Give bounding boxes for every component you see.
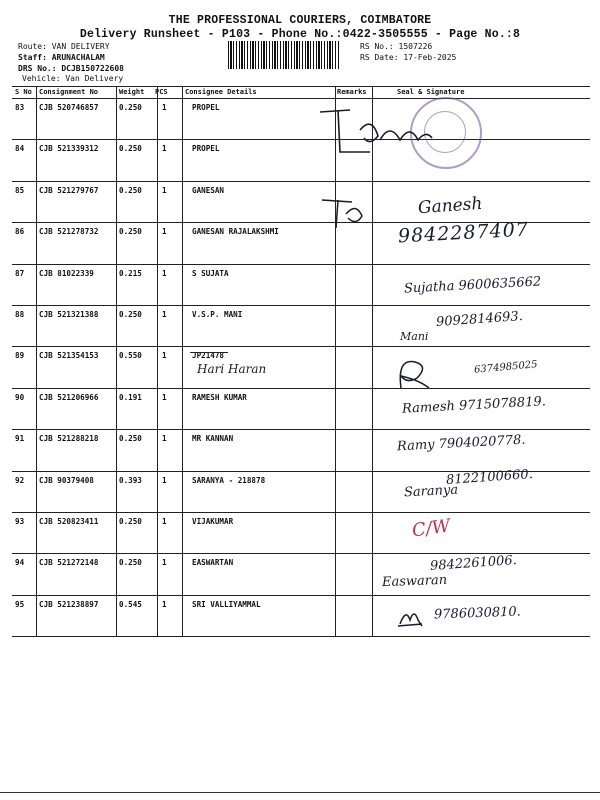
cell-pcs: 1 (162, 558, 167, 568)
document-subtitle: Delivery Runsheet - P103 - Phone No.:0422-3505555 - Page No.:8 (79, 28, 521, 41)
col-header-pcs: PCS (155, 88, 168, 96)
cell-weight: 0.393 (119, 475, 142, 485)
cell-consignee: S SUJATA (192, 268, 229, 278)
cell-pcs: 1 (162, 268, 167, 278)
cell-consignment: CJB 520823411 (39, 517, 99, 526)
handwriting-saranya-name: Saranya (403, 482, 459, 501)
cell-sno: 91 (15, 434, 25, 444)
cell-sno: 87 (15, 268, 25, 278)
cell-sno: 90 (15, 392, 25, 402)
strikethrough-mark (190, 352, 228, 353)
cell-consignment: CJB 521206966 (39, 392, 99, 402)
row-divider (12, 181, 590, 182)
cell-weight: 0.215 (119, 268, 142, 278)
row-divider (12, 636, 590, 637)
cell-sno: 85 (15, 185, 25, 195)
document-title: THE PROFESSIONAL COURIERS, COIMBATORE (168, 14, 432, 27)
cell-consignee: RAMESH KUMAR (192, 392, 247, 402)
handwriting-mani-phone: 9092814693. (435, 308, 524, 331)
cell-sno: 94 (15, 558, 25, 568)
col-header-seal-signature: Seal & Signature (397, 88, 465, 96)
handwriting-ganesan-phone: 9842287407 (397, 218, 530, 248)
cell-consignment: CJB 521339312 (39, 144, 99, 154)
handwriting-valliyammal-phone: 9786030810. (433, 604, 522, 623)
handwriting-ramesh: Ramesh 9715078819. (401, 394, 547, 417)
cell-consignee: V.S.P. MANI (192, 310, 243, 319)
row-divider (12, 595, 590, 596)
cell-consignee: VIJAKUMAR (192, 517, 234, 526)
cell-pcs: 1 (162, 310, 167, 319)
cell-weight: 0.250 (119, 103, 142, 112)
handwriting-sujata: Sujatha 9600635662 (403, 274, 542, 297)
signature-ganesan (318, 192, 378, 232)
rs-date: RS Date: 17-Feb-2025 (360, 53, 457, 62)
cell-pcs: 1 (162, 517, 167, 526)
signature-propel (310, 100, 450, 160)
cell-consignee: PROPEL (192, 103, 220, 112)
cell-consignment: CJB 90379408 (39, 475, 94, 485)
cell-pcs: 1 (162, 434, 167, 444)
col-header-remarks: Remarks (337, 88, 367, 96)
page-bottom-border (0, 792, 600, 793)
cell-sno: 83 (15, 103, 25, 112)
handwriting-cw-remark: C/W (410, 515, 452, 542)
cell-sno: 84 (15, 144, 25, 154)
cell-consignee: MR KANNAN (192, 434, 234, 444)
handwriting-hariharan-name: Hari Haran (197, 362, 267, 376)
row-divider (12, 305, 590, 306)
cell-consignment: CJB 520746857 (39, 103, 99, 112)
cell-consignee: SRI VALLIYAMMAL (192, 599, 261, 609)
col-header-consignment: Consignment No (39, 88, 99, 96)
cell-weight: 0.191 (119, 392, 142, 402)
cell-pcs: 1 (162, 103, 167, 112)
cell-consignee: GANESAN RAJALAKSHMI (192, 227, 279, 237)
vehicle-label: Vehicle: Van Delivery (22, 74, 124, 83)
staff-label: Staff: ARUNACHALAM (18, 53, 105, 62)
cell-sno: 89 (15, 351, 25, 361)
signature-valliyammal (396, 604, 426, 630)
cell-consignment: CJB 521288218 (39, 434, 99, 444)
cell-weight: 0.545 (119, 599, 142, 609)
rs-number: RS No.: 1507226 (360, 42, 433, 51)
cell-weight: 0.250 (119, 434, 142, 444)
row-divider (12, 346, 590, 347)
cell-pcs: 1 (162, 144, 167, 154)
cell-weight: 0.250 (119, 144, 142, 154)
row-divider (12, 139, 590, 140)
handwriting-mani-name: Mani (400, 330, 429, 343)
route-label: Route: VAN DELIVERY (18, 42, 110, 51)
handwriting-ganesan-name: Ganesh (417, 193, 484, 219)
cell-consignment: CJB 521321388 (39, 310, 99, 319)
row-divider (12, 388, 590, 389)
col-header-consignee: Consignee Details (185, 88, 257, 96)
cell-sno: 95 (15, 599, 25, 609)
barcode (228, 41, 340, 69)
cell-weight: 0.250 (119, 185, 142, 195)
cell-consignment: CJB 521278732 (39, 227, 99, 237)
cell-weight: 0.550 (119, 351, 142, 361)
handwriting-saranya-phone: 8122100660. (445, 466, 534, 489)
cell-consignee: GANESAN (192, 185, 225, 195)
cell-pcs: 1 (162, 185, 167, 195)
cell-pcs: 1 (162, 475, 167, 485)
cell-consignment: CJB 521354153 (39, 351, 99, 361)
handwriting-easwaran-phone: 9842261006. (429, 552, 518, 575)
cell-weight: 0.250 (119, 310, 142, 319)
cell-pcs: 1 (162, 599, 167, 609)
cell-sno: 88 (15, 310, 25, 319)
cell-consignment: CJB 521279767 (39, 185, 99, 195)
cell-sno: 92 (15, 475, 25, 485)
cell-pcs: 1 (162, 227, 167, 237)
row-divider (12, 429, 590, 430)
cell-pcs: 1 (162, 351, 167, 361)
handwriting-kannan: Ramy 7904020778. (396, 432, 526, 455)
signature-hariharan (395, 354, 435, 394)
col-header-weight: Weight (119, 88, 145, 96)
row-divider (12, 512, 590, 513)
cell-consignee: JP21478 (192, 351, 225, 361)
handwriting-hariharan-phone: 6374985025 (473, 359, 538, 376)
cell-consignee: SARANYA - 218878 (192, 475, 266, 485)
cell-weight: 0.250 (119, 517, 142, 526)
cell-sno: 93 (15, 517, 25, 526)
cell-consignee: EASWARTAN (192, 558, 234, 568)
row-divider (12, 264, 590, 265)
cell-consignment: CJB 81022339 (39, 268, 94, 278)
cell-weight: 0.250 (119, 558, 142, 568)
cell-consignment: CJB 521272148 (39, 558, 99, 568)
cell-pcs: 1 (162, 392, 167, 402)
drs-number: DRS No.: DCJB150722608 (18, 64, 124, 73)
cell-consignment: CJB 521238897 (39, 599, 99, 609)
col-header-sno: S No (15, 88, 32, 96)
cell-weight: 0.250 (119, 227, 142, 237)
cell-sno: 86 (15, 227, 25, 237)
cell-consignee: PROPEL (192, 144, 220, 154)
handwriting-easwaran-name: Easwaran (381, 572, 448, 591)
